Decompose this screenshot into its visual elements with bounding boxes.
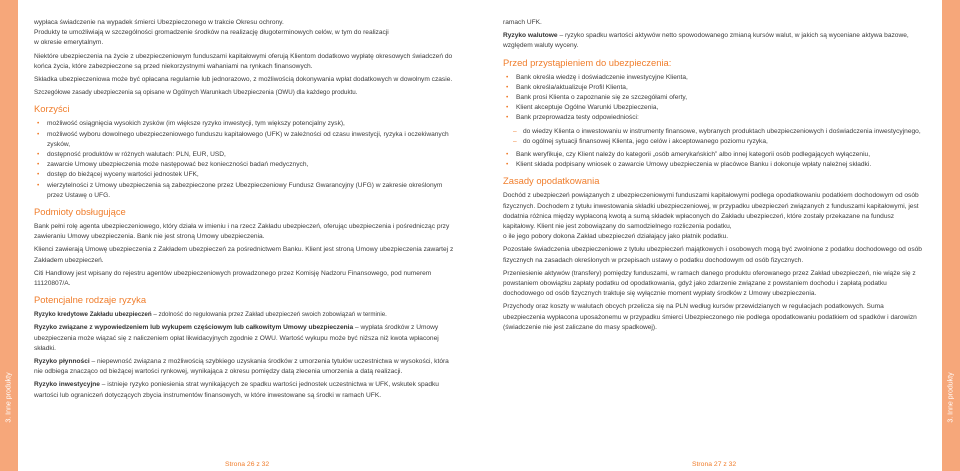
page-number: Strona 26 z 32 <box>225 461 270 468</box>
list-item: • wierzytelności z Umowy ubezpieczenia są zabezpieczone przez Ubezpieczeniowy Fundusz Gwarancyjny (UFG) w zakresie określonym przez Ustawę o UFG. <box>34 181 454 201</box>
intro-para: Niektóre ubezpieczenia na życie z ubezpieczeniowym funduszami kapitałowymi oferują Klientom dodatkowo wypłatę okresowych świadczeń do końca życia, które zabezpieczone są przed niekorzystnymi wahaniami na rynkach finansowych. <box>34 52 453 70</box>
benefits-list <box>34 119 454 201</box>
tax-para: Przychody oraz koszty w walutach obcych przelicza się na PLN według kursów przewidzianych w regulacjach podatkowych. Suma ubezpieczenia wypłacona uposażonemu w przypadku śmierci Ubezpieczonego nie podlega opodatkowaniu podatkiem od spadków i darowizn (świadczenie nie jest zaliczane do masy spadkowej). <box>503 303 917 331</box>
service-para: Klienci zawierają Umowę ubezpieczenia z Zakładem ubezpieczeń za pośrednictwem Banku. Klient jest stroną Umowy ubezpieczenia zawartej z Zakładem ubezpieczeń. <box>34 246 454 264</box>
list-item: • Klient składa podpisany wniosek o zawarcie Umowy ubezpieczenia w placówce Banku i dokonuje wpłaty należnej składki. <box>503 160 923 170</box>
tax-para: Dochód z ubezpieczeń powiązanych z ubezpieczeniowymi funduszami kapitałowymi podlega opodatkowaniu podatkiem dochodowym od osób fizycznych. Dochodem z tytułu inwestowania składki ubezpieczeniowej, w przypadku ubezpieczeń związanych z funduszami kapitałowymi, jest dodatnia różnica między wypłaconą kwotą a sumą składek wpłaconych do Zakładu ubezpieczeń, które zostały przekazane na fundusz kapitałowy. Klient nie jest zobowiązany do samodzielnego rozliczenia podatku, o ile jego pobory dokona Zakład ubezpieczeń działający jako płatnik podatku. <box>503 192 919 241</box>
risks-heading: Potencjalne rodzaje ryzyka <box>34 294 147 306</box>
presale-list <box>503 73 923 124</box>
side-tab-label: 3. Inne produkty <box>947 372 955 423</box>
list-item: • dostęp do bieżącej wyceny wartości jednostek UFK, <box>34 170 454 180</box>
list-item: – do ogólnej sytuacji finansowej Klienta, jego celów i akceptowanego poziomu ryzyka, <box>503 137 923 147</box>
list-item: • możliwość wyboru dowolnego ubezpieczeniowego funduszu kapitałowego (UFK) w zależności od czasu inwestycji, ryzyka i oczekiwanych zysków, <box>34 130 454 150</box>
service-para: Citi Handlowy jest wpisany do rejestru agentów ubezpieczeniowych prowadzonego przez Komisję Nadzoru Finansowego, pod numerem 11120807/A. <box>34 269 432 288</box>
intro-para: wypłaca świadczenie na wypadek śmierci Ubezpieczonego w trakcie Okresu ochrony. Produkty te umożliwiają w szczególności gromadzenie środków na realizację długoterminowych celów, w tym do realizacji w okresie emerytalnym. <box>34 19 389 47</box>
tax-para: Pozostałe świadczenia ubezpieczeniowe z tytułu ubezpieczeń majątkowych i osobowych mogą być zwolnione z podatku dochodowego od osób fizycznych na zasadach określonych w przepisach ustawy o podatku dochodowym od osób fizycznych. <box>503 246 922 264</box>
right-page <box>503 18 923 336</box>
tax-heading: Zasady opodatkowania <box>503 175 600 187</box>
presale-list-cont <box>503 150 923 170</box>
risk-para: Ryzyko inwestycyjne – istnieje ryzyko poniesienia strat wynikających ze spadku wartości jednostek uczestnictwa w UFK, wskutek spadku wartości lub ograniczeń dotyczących zbycia instrumentów finansowych, w które inwestowane są środki w ramach UFK. <box>34 381 439 399</box>
tax-para: Przeniesienie aktywów (transfery) pomiędzy funduszami, w ramach danego produktu oferowanego przez Zakład ubezpieczeń, nie wiąże się z powstaniem obowiązku zapłaty podatku od opodatkowania, gdyż jako zdarzenie związane z powstaniem dochodu i zapłatą podatku dochodowego od osób fizycznych traktuje się wyłącznie moment wypłaty środków z Umowy ubezpieczenia. <box>503 269 916 298</box>
list-item: • możliwość osiągnięcia wysokich zysków (im większe ryzyko inwestycji, tym większy potencjalny zysk), <box>34 119 454 129</box>
list-item: • Bank określa/aktualizuje Profil Klienta, <box>503 83 923 93</box>
side-tab-label: 3. Inne produkty <box>5 372 13 423</box>
service-para: Bank pełni rolę agenta ubezpieczeniowego, który działa w imieniu i na rzecz Zakładu ubezpieczeń, oferując ubezpieczenia i pośrednicząc przy zawieraniu Umowy ubezpieczenia. Bank nie jest stroną Umowy ubezpieczenia. <box>34 223 450 241</box>
list-item: – do wiedzy Klienta o inwestowaniu w instrumenty finansowe, wybranych produktach ubezpieczeniowych i doświadczenia inwestycyjnego, <box>503 127 923 137</box>
benefits-heading: Korzyści <box>34 103 70 115</box>
intro-para: Szczegółowe zasady ubezpieczenia są opisane w Ogólnych Warunkach Ubezpieczenia (OWU) dla każdego produktu. <box>34 89 358 97</box>
service-heading: Podmioty obsługujące <box>34 206 126 218</box>
continuation-text: ramach UFK. <box>503 19 542 26</box>
presale-heading: Przed przystąpieniem do ubezpieczenia: <box>503 56 672 68</box>
list-item: • zawarcie Umowy ubezpieczenia może następować bez konieczności badań medycznych, <box>34 160 454 170</box>
left-page <box>34 18 454 404</box>
risk-para: Ryzyko płynności – niepewność związana z możliwością szybkiego uzyskania środków z umorzenia tytułów uczestnictwa w wysokości, która nie odbiega znacząco od bieżącej wartości rynkowej, wynikająca z okresu pomiędzy datą zlecenia umorzenia a datą realizacji. <box>34 358 449 376</box>
side-tab-right <box>942 0 960 471</box>
page-number: Strona 27 z 32 <box>692 461 737 468</box>
side-tab-left <box>0 0 18 471</box>
list-item: • Bank przeprowadza testy odpowiedniości: <box>503 113 923 123</box>
list-item: • Klient akceptuje Ogólne Warunki Ubezpieczenia, <box>503 103 923 113</box>
presale-sublist <box>503 127 923 147</box>
risk-para: Ryzyko związane z wypowiedzeniem lub wykupem częściowym lub całkowitym Umowy ubezpieczenia – wypłata środków z Umowy ubezpieczenia może wiązać się z naliczeniem opłat likwidacyjnych zgodnie z OWU. Wartość wykupu może być niższa niż kwota wpłaconej składki. <box>34 324 439 352</box>
list-item: • Bank prosi Klienta o zapoznanie się ze szczegółami oferty, <box>503 93 923 103</box>
list-item: • dostępność produktów w różnych walutach: PLN, EUR, USD, <box>34 150 454 160</box>
intro-para: Składka ubezpieczeniowa może być opłacana regularnie lub jednorazowo, z możliwością dokonywania wpłat dodatkowych w dowolnym czasie. <box>34 76 453 84</box>
list-item: • Bank weryfikuje, czy Klient należy do kategorii „osób amerykańskich” albo innej kategorii osób podlegających wyłączeniu, <box>503 150 923 160</box>
list-item: • Bank określa wiedzę i doświadczenie inwestycyjne Klienta, <box>503 73 923 83</box>
risk-para: Ryzyko kredytowe Zakładu ubezpieczeń – zdolność do regulowania przez Zakład ubezpieczeń swoich zobowiązań w terminie. <box>34 311 387 319</box>
risk-para: Ryzyko walutowe – ryzyko spadku wartości aktywów netto spowodowanego zmianą kursów walut, w jakich są wyceniane aktywa bazowe, względem waluty wyceny. <box>503 32 909 50</box>
